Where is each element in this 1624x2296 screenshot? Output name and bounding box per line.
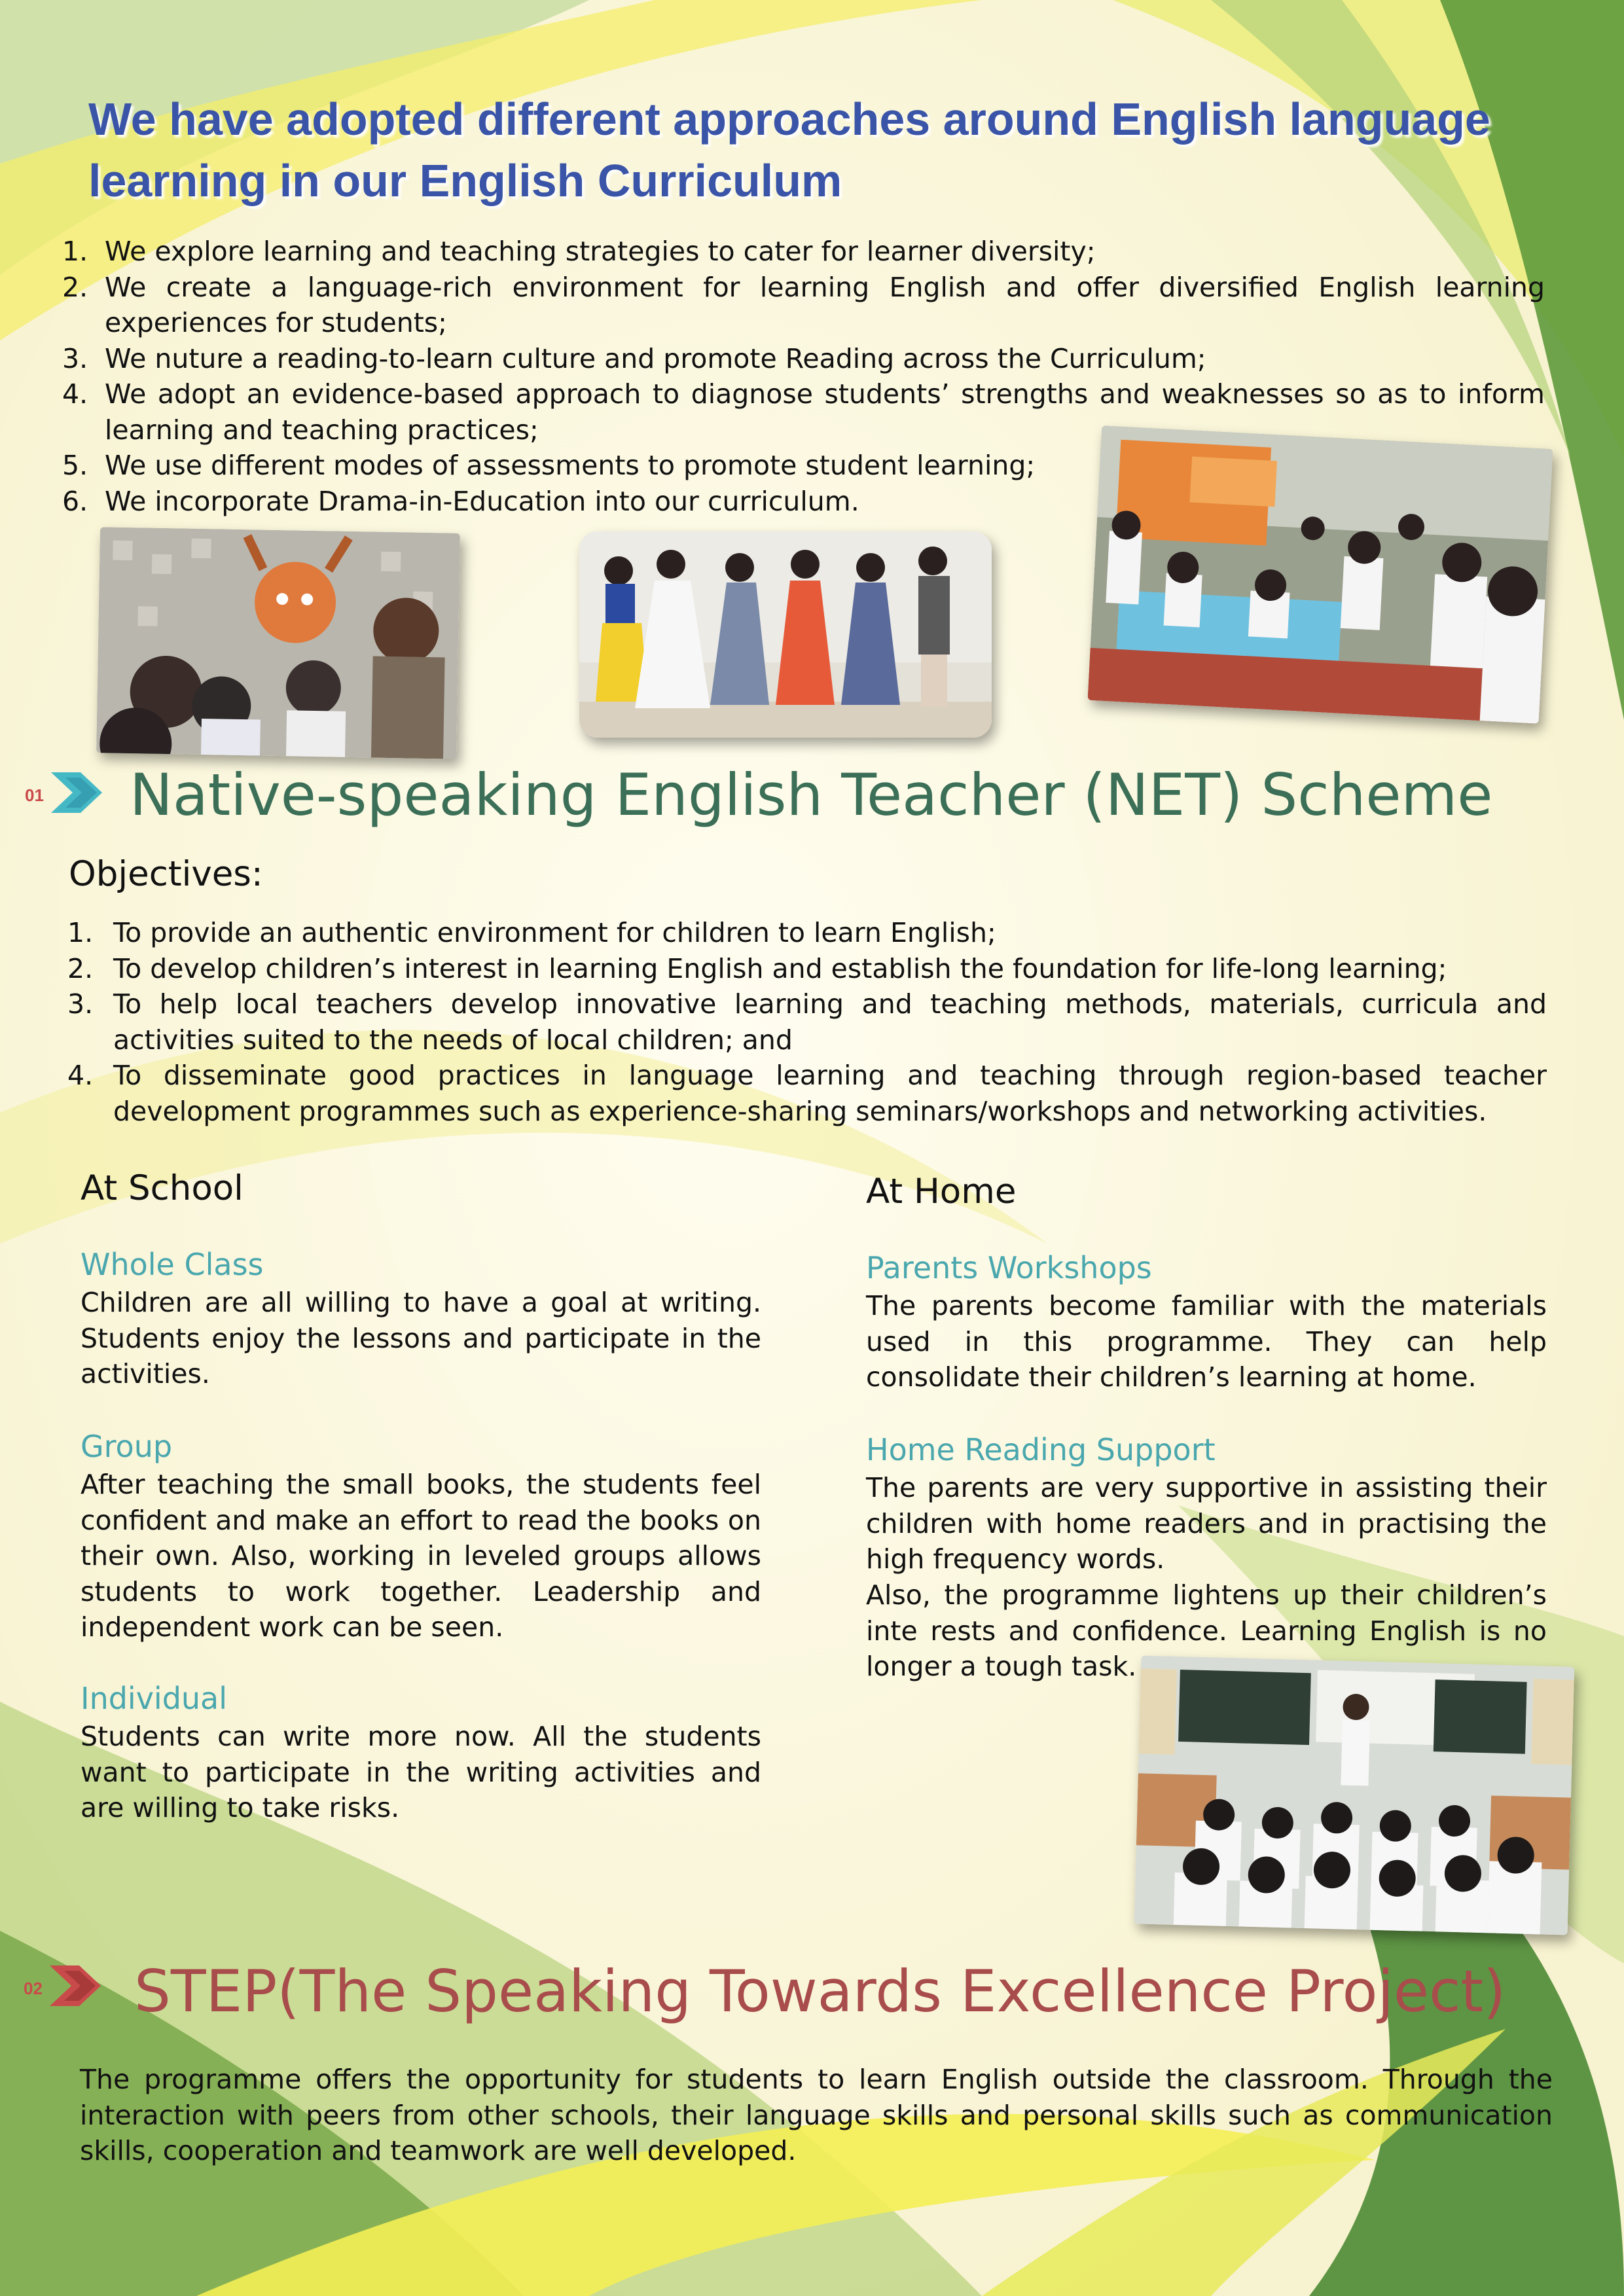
home-reading-text-2: Also, the programme lightens up their children’s inte rests and confidence. Learning English is no longer a tough task. (866, 1579, 1547, 1682)
whole-class-text: Children are all willing to have a goal at writing. Students enjoy the lessons and participate in the activities. (81, 1287, 761, 1390)
list-item: 2. To develop children’s interest in learning English and establish the foundation for life-long learning; (67, 952, 1447, 984)
list-item: 3. To help local teachers develop innovative learning and teaching methods, materials, curricula and activities suited to the needs of local children; and (67, 988, 1547, 1056)
list-item: 4. We adopt an evidence-based approach to diagnose students’ strengths and weaknesses so as to inform learning and teaching practices; (62, 378, 1545, 446)
list-item: 5. We use different modes of assessments to promote student learning; (62, 450, 1036, 481)
at-school-heading: At School (81, 1168, 244, 1208)
individual-heading: Individual (81, 1681, 228, 1716)
objectives-heading: Objectives: (69, 854, 263, 894)
parents-workshops-heading: Parents Workshops (866, 1250, 1152, 1285)
photo-drama-performance (579, 531, 992, 738)
parents-workshops-text: The parents become familiar with the materials used in this programme. They can help consolidate their children’s learning at home. (866, 1290, 1547, 1393)
net-section-title: Native-speaking English Teacher (NET) Scheme (130, 761, 1493, 829)
photo-halloween-stalls (1087, 425, 1553, 724)
group-text: After teaching the small books, the students feel confident and make an effort to read the books on their own. Also, working in leveled groups allows students to work together. Leadership and independent work can be seen. (81, 1469, 761, 1643)
list-item: 1. To provide an authentic environment for children to learn English; (67, 917, 996, 948)
chevron-right-icon (51, 772, 103, 813)
individual-text: Students can write more now. All the students want to participate in the writing activities and are willing to take risks. (81, 1721, 761, 1823)
chevron-right-icon (50, 1965, 102, 2006)
section-number: 01 (25, 785, 44, 805)
group-heading: Group (81, 1429, 173, 1464)
whole-class-heading: Whole Class (81, 1247, 264, 1282)
section-number: 02 (24, 1979, 43, 1998)
photo-classroom (1134, 1655, 1575, 1935)
at-home-heading: At Home (866, 1172, 1017, 1211)
page-headline: We have adopted different approaches around English language learning in our English Curriculum (88, 94, 1490, 206)
list-item: 4. To disseminate good practices in language learning and teaching through region-based teacher development programmes such as experience-sharing seminars/workshops and networking activities. (67, 1060, 1547, 1127)
list-item: 6. We incorporate Drama-in-Education into our curriculum. (62, 485, 859, 517)
list-item: 1. We explore learning and teaching strategies to cater for learner diversity; (62, 236, 1096, 267)
home-reading-text: The parents are very supportive in assisting their children with home readers and in practising the high frequency words. (866, 1472, 1547, 1575)
step-section-title: STEP(The Speaking Towards Excellence Project) (134, 1958, 1506, 2025)
list-item: 2. We create a language-rich environment for learning English and offer diversified English learning experiences for students; (62, 271, 1545, 338)
objectives-list (67, 915, 1547, 1129)
photo-reindeer-activity (96, 527, 460, 759)
home-reading-heading: Home Reading Support (866, 1432, 1216, 1467)
step-description: The programme offers the opportunity for students to learn English outside the classroom. Through the interaction with peers from other schools, their language skills and personal skills such as communication skills, cooperation and teamwork are well developed. (80, 2064, 1553, 2166)
list-item: 3. We nuture a reading-to-learn culture and promote Reading across the Curriculum; (62, 342, 1206, 374)
